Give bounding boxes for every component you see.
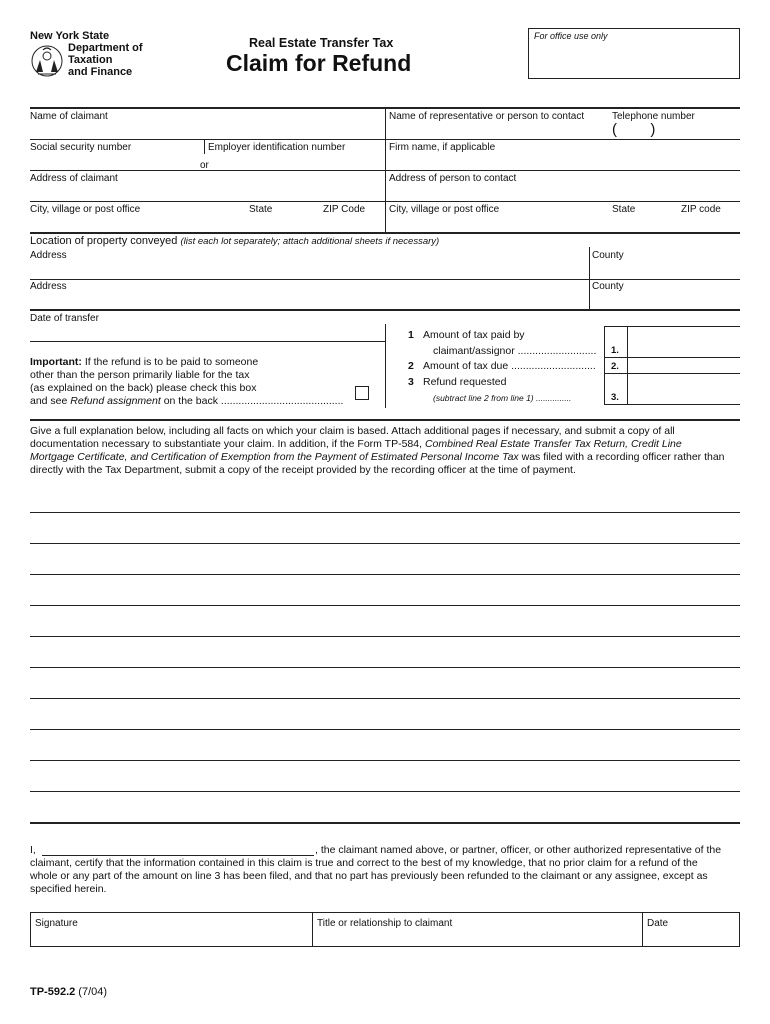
property-county-1-field[interactable] xyxy=(593,262,740,278)
refund-assignment-checkbox[interactable] xyxy=(355,386,369,400)
line-1-label-a: Amount of tax paid by xyxy=(423,329,525,341)
explanation-line-field[interactable] xyxy=(30,698,740,699)
claimant-state-label: State xyxy=(249,204,273,215)
contact-zip-label: ZIP code xyxy=(681,204,721,215)
telephone-field[interactable] xyxy=(640,124,740,138)
explanation-line-field[interactable] xyxy=(30,791,740,792)
form-title: Claim for Refund xyxy=(226,50,412,76)
form-number-code: TP-592.2 xyxy=(30,986,76,998)
claimant-address-label: Address of claimant xyxy=(30,173,118,184)
certification-line-2: claimant, certify that the information contained in this claim is true and correct to the best of my knowledge, that no prior claim for a refund of the xyxy=(30,857,698,869)
explanation-line-field[interactable] xyxy=(30,574,740,575)
important-line-4b: Refund assignment xyxy=(70,395,161,407)
representative-label: Name of representative or person to contact xyxy=(389,111,585,122)
explanation-line-field[interactable] xyxy=(30,760,740,761)
line-2-label: Amount of tax due ............................. xyxy=(423,360,596,372)
line-1-number: 1 xyxy=(408,329,414,341)
agency-line-4: and Finance xyxy=(68,66,133,78)
line-1-label-b: claimant/assignor ........................... xyxy=(433,345,597,357)
property-address-2-field[interactable] xyxy=(30,293,585,308)
form-subtitle: Real Estate Transfer Tax xyxy=(249,36,394,50)
form-number xyxy=(30,986,107,998)
explanation-line-field[interactable] xyxy=(30,667,740,668)
title-field[interactable] xyxy=(313,930,641,946)
agency-name xyxy=(30,30,109,42)
ssn-label: Social security number xyxy=(30,142,132,153)
line-3-note: (subtract line 2 from line 1) ............... xyxy=(433,393,572,403)
line-2-amount-field[interactable] xyxy=(629,358,739,372)
property-county-1-label: County xyxy=(592,250,624,261)
claimant-address-field[interactable] xyxy=(30,185,384,199)
line-2-box-label: 2. xyxy=(611,361,619,372)
contact-state-label: State xyxy=(612,204,636,215)
certification-line-4: specified herein. xyxy=(30,883,107,895)
line-2-number: 2 xyxy=(408,360,414,372)
property-address-1-field[interactable] xyxy=(30,262,585,278)
name-of-claimant-label: Name of claimant xyxy=(30,111,108,122)
firm-name-label: Firm name, if applicable xyxy=(389,142,496,153)
explanation-line-field[interactable] xyxy=(30,605,740,606)
representative-name-field[interactable] xyxy=(389,124,607,138)
explanation-line-4: directly with the Tax Department, submit a copy of the receipt provided by the recording officer at the time of payment. xyxy=(30,464,576,476)
or-label: or xyxy=(200,160,209,171)
line-3-amount-field[interactable] xyxy=(629,388,739,404)
explanation-line-2a: documentation necessary to substantiate your claim. In addition, if the Form TP-584, xyxy=(30,438,425,450)
explanation-line-field[interactable] xyxy=(30,636,740,637)
claimant-city-field[interactable] xyxy=(30,216,384,230)
important-bold: Important: xyxy=(30,356,82,368)
line-3-box-label: 3. xyxy=(611,392,619,403)
certification-body xyxy=(30,857,742,896)
location-note: (list each lot separately; attach additional sheets if necessary) xyxy=(180,236,440,247)
important-line-4c: on the back .......................................... xyxy=(160,395,344,407)
ssn-field[interactable] xyxy=(30,154,200,168)
line-3-label: Refund requested xyxy=(423,376,507,388)
certifier-name-field[interactable] xyxy=(42,855,314,856)
explanation-line-field[interactable] xyxy=(30,543,740,544)
line-1-amount-field[interactable] xyxy=(629,341,739,356)
important-line-1: If the refund is to be paid to someone xyxy=(81,356,259,368)
telephone-area-code-parens: ( ) xyxy=(612,121,656,138)
ein-label: Employer identification number xyxy=(208,142,346,153)
date-label: Date xyxy=(647,918,669,929)
office-use-label: For office use only xyxy=(534,31,608,41)
explanation-line-3b: was filed with a recording officer rather than xyxy=(518,451,725,463)
telephone-label: Telephone number xyxy=(612,111,695,122)
claimant-city-label: City, village or post office xyxy=(30,204,141,215)
line-1-box-label: 1. xyxy=(611,345,619,356)
state-seal-icon xyxy=(30,44,64,78)
office-use-box xyxy=(528,28,740,79)
date-field[interactable] xyxy=(643,930,739,946)
ein-field[interactable] xyxy=(208,154,384,168)
signature-label: Signature xyxy=(35,918,78,929)
contact-city-label: City, village or post office xyxy=(389,204,500,215)
agency-subname xyxy=(68,42,143,78)
explanation-line-2b: Combined Real Estate Transfer Tax Return, Credit Line xyxy=(424,438,682,450)
signature-field[interactable] xyxy=(31,930,311,946)
form-revision-date: (7/04) xyxy=(75,986,108,998)
explanation-line-1: Give a full explanation below, including all facts on which your claim is based. Attach additional pages if necessary, and submit a copy of all xyxy=(30,425,675,437)
agency-line-1: New York State xyxy=(30,30,110,42)
location-heading xyxy=(30,235,439,247)
important-note xyxy=(30,356,370,408)
certification-i-label: I, xyxy=(30,844,36,856)
contact-address-label: Address of person to contact xyxy=(389,173,517,184)
property-address-2-label: Address xyxy=(30,281,67,292)
location-label: Location of property conveyed xyxy=(30,235,178,247)
agency-line-2: Department of xyxy=(68,42,143,54)
explanation-line-3a: Mortgage Certificate, and Certification of Exemption from the Payment of Estimated Personal Income Tax xyxy=(30,451,519,463)
explanation-instructions xyxy=(30,425,742,477)
claimant-name-field[interactable] xyxy=(30,124,384,138)
explanation-line-field[interactable] xyxy=(30,512,740,513)
date-of-transfer-label: Date of transfer xyxy=(30,313,99,324)
important-line-3: (as explained on the back) please check this box xyxy=(30,382,257,394)
explanation-line-field[interactable] xyxy=(30,729,740,730)
date-of-transfer-field[interactable] xyxy=(30,325,384,339)
important-line-2: other than the person primarily liable for the tax xyxy=(30,369,250,381)
contact-city-field[interactable] xyxy=(389,216,740,230)
property-county-2-field[interactable] xyxy=(593,293,740,308)
important-line-4a: and see xyxy=(30,395,71,407)
firm-name-field[interactable] xyxy=(389,154,740,168)
property-address-1-label: Address xyxy=(30,250,67,261)
certification-line-3: whole or any part of the amount on line 3 has been filed, and that no part has previously been refunded to the claimant or any assignee, except as xyxy=(30,870,708,882)
line-3-number: 3 xyxy=(408,376,414,388)
property-county-2-label: County xyxy=(592,281,624,292)
title-label: Title or relationship to claimant xyxy=(317,918,453,929)
agency-line-3: Taxation xyxy=(68,54,113,66)
claimant-zip-label: ZIP Code xyxy=(323,204,366,215)
certification-line-1: , the claimant named above, or partner, officer, or other authorized representative of the xyxy=(315,844,722,856)
contact-address-field[interactable] xyxy=(389,185,740,199)
